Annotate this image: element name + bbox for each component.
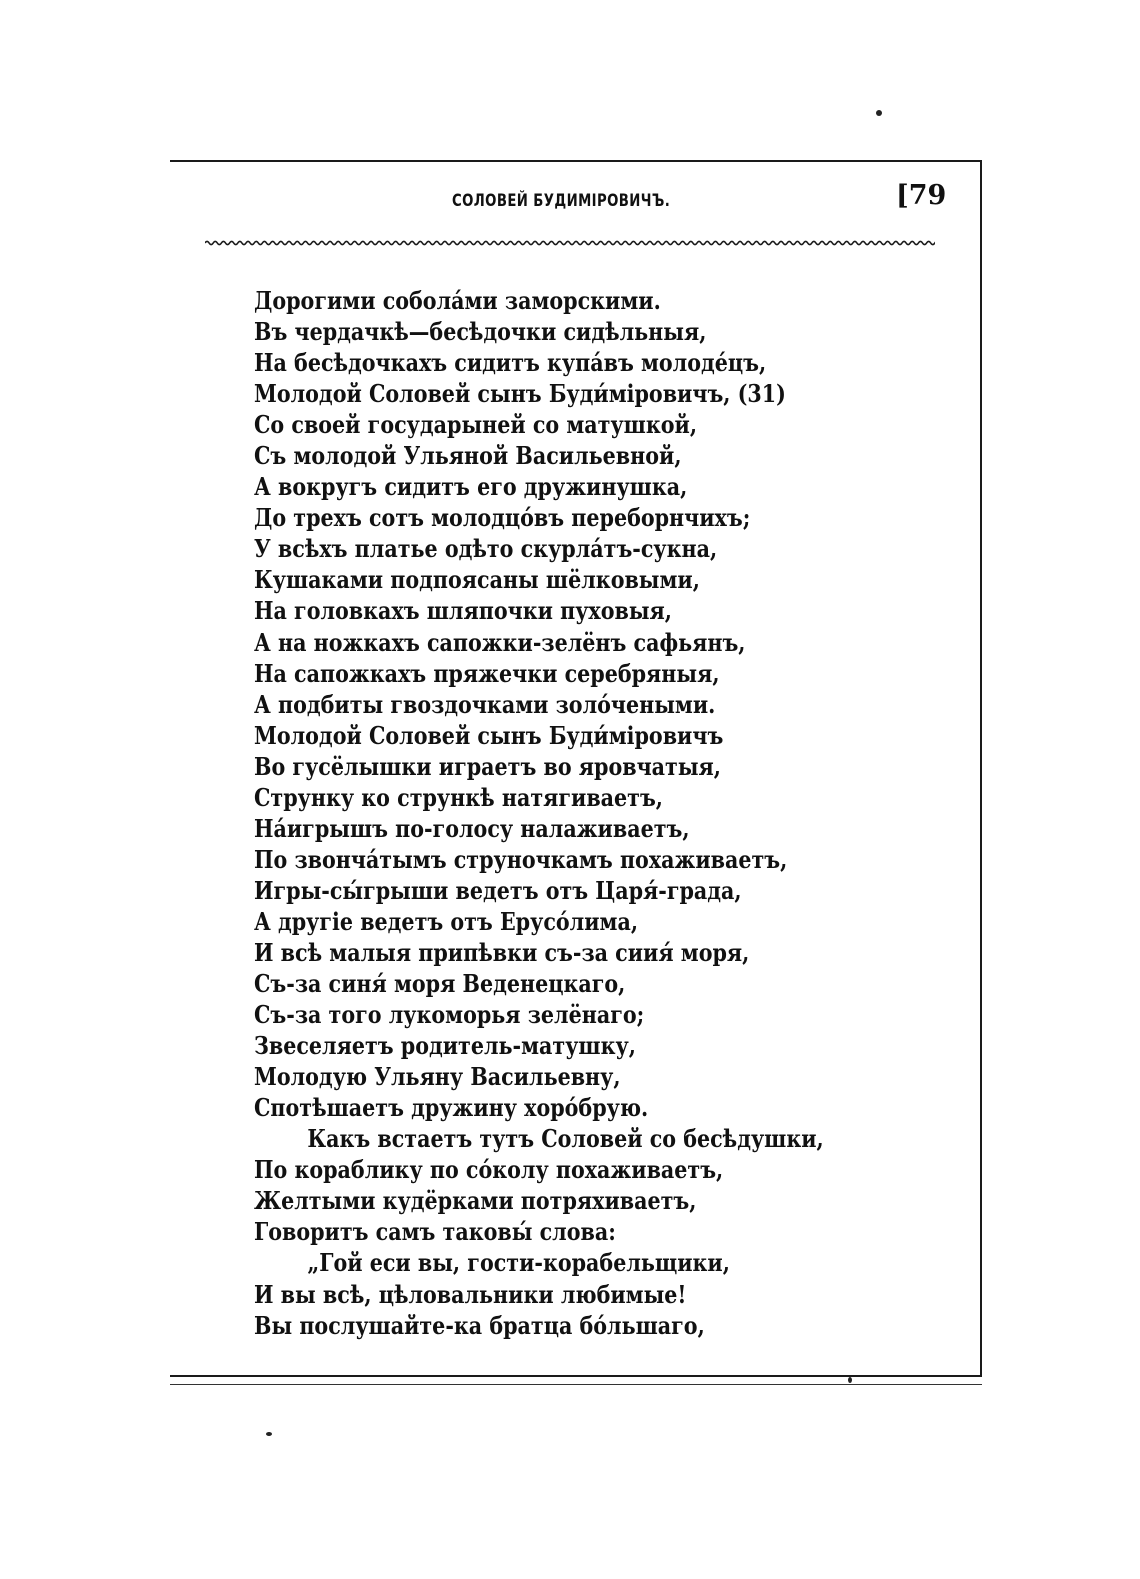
verse-line: Спотѣшаетъ дружину хоро́брую. [254,1093,649,1123]
verse-line: Во гусёлышки играетъ во яровчатыя, [254,751,721,781]
running-title: СОЛОВЕЙ БУДИМІРОВИЧЪ. [452,191,671,211]
verse-line: Струнку ко стрункѣ натягиваетъ, [254,782,663,812]
verse-line: А на ножкахъ сапожки-зелёнъ сафьянъ, [254,627,746,657]
verse-line: Со своей государыней со матушкой, [254,410,698,440]
verse-line: Вы послушайте-ка братца бо́льшаго, [254,1310,705,1340]
page-number: [79 [896,180,947,211]
verse-line: Дорогими собола́ми заморскими. [254,286,661,315]
verse-line: По кораблику по со́колу похаживаетъ, [254,1155,724,1185]
verse-line: И всѣ малыя припѣвки съ-за сиия́ моря, [254,937,750,967]
verse-line: Молодой Соловей сынъ Буди́мiровичъ [254,720,724,750]
bottom-rule-thin [170,1384,982,1385]
verse-line: На́игрышъ по-голосу налаживаетъ, [254,813,690,843]
verse-line: И вы всѣ, цѣловальники любимые! [254,1279,687,1309]
verse-text [254,285,954,1341]
verse-line: А другiе ведетъ отъ Ерусо́лима, [254,906,639,936]
verse-line: Игры-сы́грыши ведетъ отъ Царя́-града, [254,875,742,905]
verse-line: На головкахъ шляпочки пуховыя, [254,596,672,626]
verse-line: Кушаками подпоясаны шёлковыми, [254,565,700,595]
verse-line: Какъ встаетъ тутъ Соловей со бесѣдушки, [307,1124,824,1154]
print-speck [848,1377,852,1383]
verse-line: У всѣхъ платье одѣто скурла́тъ-сукна, [254,534,718,564]
verse-line: Съ-за того лукоморья зелёнаго; [254,1000,645,1030]
print-speck [876,110,882,116]
print-speck [266,1432,272,1436]
verse-line: А вокругъ сидитъ его дружинушка, [254,472,688,502]
verse-line: На бесѣдочкахъ сидитъ купа́въ молоде́цъ, [254,348,767,378]
verse-line: Говоритъ самъ таковы́ слова: [254,1217,616,1247]
verse-line: До трехъ сотъ молодцо́въ переборнчихъ; [254,503,751,533]
verse-line: „Гой еси вы, гости-корабельщики, [307,1248,730,1278]
verse-line: Съ молодой Ульяной Васильевной, [254,441,682,471]
verse-line: Звеселяетъ родитель-матушку, [254,1031,636,1061]
verse-line: Молодой Соловей сынъ Буди́мiровичъ, (31) [254,379,786,409]
verse-line: А подбиты гвоздочками золо́чеными. [254,689,716,719]
bottom-rule [170,1375,982,1377]
verse-line: Молодую Ульяну Васильевну, [254,1062,621,1092]
wavy-ornament-rule [205,236,935,250]
verse-line: На сапожкахъ пряжечки серебряныя, [254,658,720,688]
verse-line: Въ чердачкѣ—бесѣдочки сидѣльныя, [254,317,707,347]
verse-line: По звонча́тымъ струночкамъ похаживаетъ, [254,844,788,874]
verse-line: Съ-за синя́ моря Веденецкаго, [254,969,626,999]
verse-line: Желтыми кудёрками потряхиваетъ, [254,1186,697,1216]
